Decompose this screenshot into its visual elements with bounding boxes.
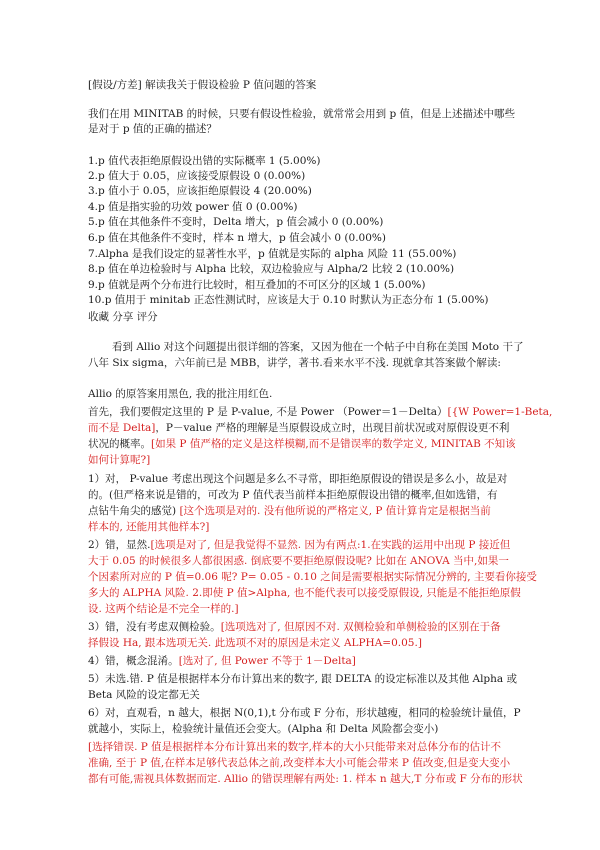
answer-intro-line-2: 而不是 Delta]，P－value 严格的理解是当原假设成立时，出现目前状况或对原假设更不利 [88,422,510,434]
post-actions: 收藏 分享 评分 [88,311,158,323]
post-title: [假设/方差] 解读我关于假设检验 P 值问题的答案 [88,79,317,91]
poll-option-9: 9.p 值就是两个分布进行比较时，相互叠加的不可区分的区域 1 (5.00%) [88,279,426,291]
poll-option-1: 1.p 值代表拒绝原假设出错的实际概率 1 (5.00%) [88,155,321,167]
poll-option-8: 8.p 值在单边检验时与 Alpha 比较，双边检验应与 Alpha/2 比较 2 (10.00%) [88,263,455,275]
answer-1-line-4: 样本的, 还能用其他样本?] [88,521,210,533]
answer-5-line-1: 5）未选.错. P 值是根据样本分布计算出来的数字, 跟 DELTA 的设定标准以及其他 Alpha 或 [88,673,518,685]
answer-1-line-3: 点钻牛角尖的感觉) [这个选项是对的. 没有他所说的严格定义, P 值计算肯定是根据当前 [88,505,491,517]
answer-2-line-2: 大于 0.05 的时候很多人都很困惑. 倒底要不要拒绝原假设呢? 比如在 ANOVA 当中,如果一 [88,555,509,567]
answer-6-comment-line-1: [选择错误. P 值是根据样本分布计算出来的数字,样本的大小只能带来对总体分布的估计不 [88,741,502,753]
poll-option-7: 7.Alpha 是我们设定的显著性水平，p 值就是实际的 alpha 风险 11 (55.00%) [88,248,457,260]
answer-6-line-1: 6）对，直观看，n 越大，根据 N(0,1),t 分布或 F 分布，形状越瘦，相同的检验统计量值，P [88,707,521,719]
intro-line-2: 是对于 p 值的正确的描述？ [88,123,217,135]
answer-6-comment-line-3: 都有可能,需视具体数据而定. Allio 的错误理解有两处: 1. 样本 n 越大,T 分布或 F 分布的形状 [88,773,523,785]
answer-6-comment-line-2: 准确, 至于 P 值,在样本足够代表总体之前,改变样本大小可能会带来 P 值改变,但是变大变小 [88,757,511,769]
color-legend: Allio 的原答案用黑色, 我的批注用红色. [88,388,273,400]
poll-option-6: 6.p 值在其他条件不变时，样本 n 增大，p 值会减小 0 (0.00%) [88,232,386,244]
answer-2-line-5: 设. 这两个结论是不完全一样的.] [88,603,239,615]
answer-2-line-3: 个因素所对应的 P 值=0.06 呢? P= 0.05 - 0.10 之间是需要根据实际情况分辨的, 主要看你接受 [88,571,537,583]
answer-1-line-2: 的。(但严格来说是错的，可改为 P 值代表当前样本拒绝原假设出错的概率,但如选错，有 [88,489,498,501]
answer-intro-line-4: 如何计算呢?] [88,454,151,466]
para1-line-1: 看到 Allio 对这个问题提出很详细的答案，又因为他在一个帖子中自称在美国 Moto 干了 [112,341,524,353]
poll-option-5: 5.p 值在其他条件不变时，Delta 增大，p 值会减小 0 (0.00%) [88,216,384,228]
answer-6-line-2: 就越小，实际上，检验统计量值还会变大。(Alpha 和 Delta 风险都会变小) [88,723,439,735]
answer-3-line-2: 择假设 Ha, 跟本选项无关. 此选项不对的原因是未定义 ALPHA=0.05.] [88,637,422,649]
answer-2-line-1: 2）错，显然.[选项是对了, 但是我觉得不显然. 因为有两点:1.在实践的运用中出现 P 接近但 [88,539,511,551]
answer-intro-line-1: 首先，我们要假定这里的 P 是 P-value, 不是 Power （Power＝1－Delta）[{W Power=1-Beta, [88,406,553,418]
answer-3-line-1: 3）错，没有考虑双侧检验。[选项选对了, 但原因不对. 双侧检验和单侧检验的区别在于备 [88,621,501,633]
answer-4-line-1: 4）错，概念混淆。[选对了, 但 Power 不等于 1－Delta] [88,655,356,667]
poll-option-10: 10.p 值用于 minitab 正态性测试时，应该是大于 0.10 时默认为正态分布 1 (5.00%) [88,294,489,306]
poll-option-3: 3.p 值小于 0.05，应该拒绝原假设 4 (20.00%) [88,185,312,197]
poll-option-4: 4.p 值是指实验的功效 power 值 0 (0.00%) [88,201,298,213]
answer-intro-line-3: 状况的概率。[如果 P 值严格的定义是这样模糊,而不是错误率的数学定义, MINITAB 不知该 [88,438,516,450]
poll-option-2: 2.p 值大于 0.05，应该接受原假设 0 (0.00%) [88,170,306,182]
answer-2-line-4: 多大的 ALPHA 风险. 2.即使 P 值>Alpha, 也不能代表可以接受原假设, 只能是不能拒绝原假 [88,587,521,599]
intro-line-1: 我们在用 MINITAB 的时候，只要有假设性检验，就常常会用到 p 值，但是上述描述中哪些 [88,108,516,120]
answer-5-line-2: Beta 风险的设定都无关 [88,689,200,701]
para1-line-2: 八年 Six sigma，六年前已是 MBB，讲学，著书.看来水平不浅. 现就拿其答案做个解读: [88,357,501,369]
answer-1-line-1: 1）对， P-value 考虑出现这个问题是多么不寻常，即拒绝原假设的错误是多么小，故是对 [88,473,508,485]
